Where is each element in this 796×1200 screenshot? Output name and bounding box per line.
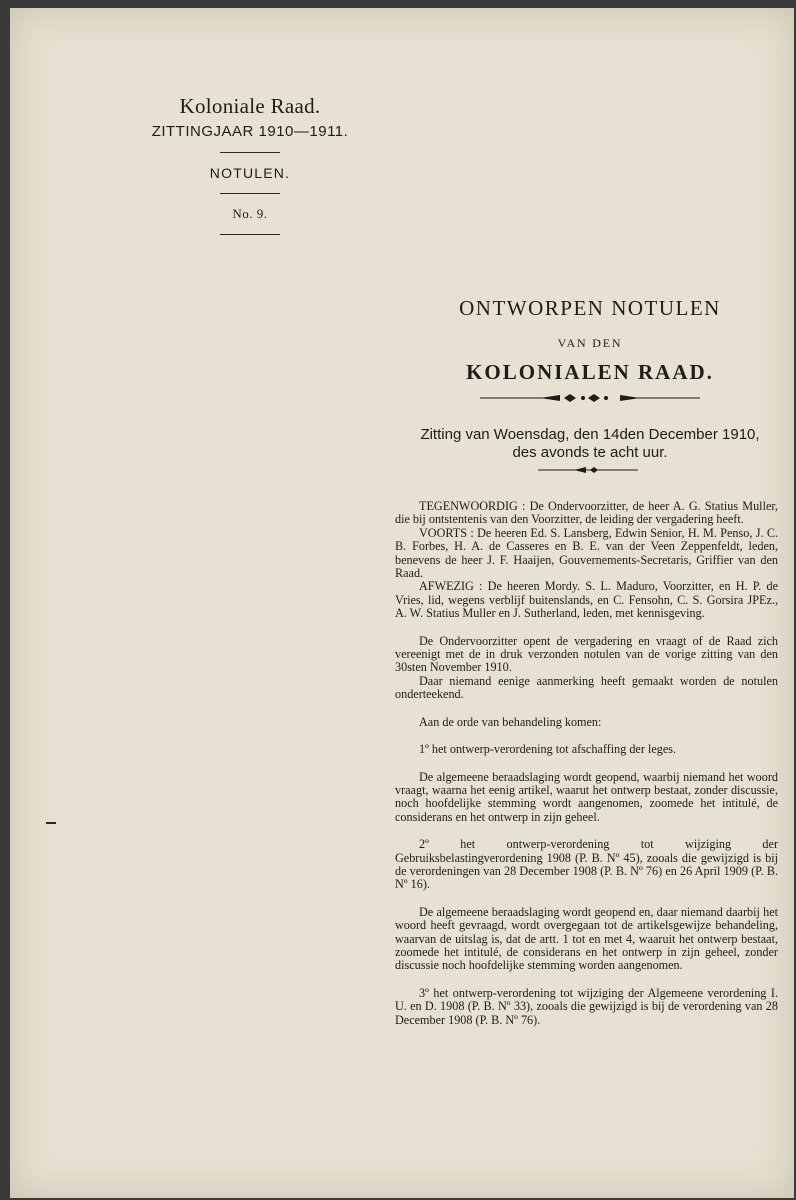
label-present: TEGENWOORDIG :	[419, 499, 530, 513]
attendance-present: TEGENWOORDIG : De Ondervoorzitter, de heer A. G. Statius Muller, die bij ontstentenis van den Voorzitter, de leiding der vergadering heeft.	[395, 499, 778, 527]
attendance-also: VOORTS : De heeren Ed. S. Lansberg, Edwin Senior, H. M. Penso, J. C. B. Forbes, H. A. de Casseres en B. E. van der Veen Zeppenfeldt, leden, benevens de heer J. F. Haaijen, Gouvernements-Secretaris, Griffier van den Raad.	[395, 525, 779, 581]
issue-number: No. 9.	[232, 206, 268, 221]
masthead-rule	[220, 234, 280, 235]
agenda-item-1: 1º het ontwerp-verordening tot afschaffing der leges.	[419, 742, 677, 757]
agenda-item-2: 2º het ontwerp-verordening tot wijziging der Gebruiksbelastingverordening 1908 (P. B. Nº 45), zooals die gewijzigd is bij de verordeningen van 28 December 1908 (P. B. Nº 76) en 26 April 1909 (P. B. Nº 16).	[395, 837, 778, 892]
small-ornament	[538, 466, 638, 474]
ornament-divider	[480, 392, 700, 404]
masthead-title: Koloniale Raad.	[179, 94, 321, 118]
masthead-rule	[220, 152, 280, 153]
sitting-info	[395, 426, 785, 462]
agenda-item-1-text: De algemeene beraadslaging wordt geopend, waarbij niemand het woord vraagt, waarna het eenig artikel, waarut het ontwerp bestaat, zonder discussie, noch hoofdelijke stemming wordt aangenomen, zoomede het intitulé, de considerans en het ontwerp in zijn geheel.	[395, 769, 778, 824]
masthead	[110, 88, 390, 247]
masthead-rule	[220, 193, 280, 194]
session-year: ZITTINGJAAR 1910—1911.	[151, 123, 349, 140]
document-page	[10, 8, 794, 1198]
title-connector: VAN DEN	[557, 336, 623, 350]
signing-paragraph: Daar niemand eenige aanmerking heeft gemaakt worden de notulen onderteekend.	[395, 673, 778, 702]
margin-mark	[46, 822, 56, 824]
label-also: VOORTS :	[419, 525, 478, 540]
agenda-item-2-text: De algemeene beraadslaging wordt geopend en, daar niemand daarbij het woord heeft gevraagd, wordt overgegaan tot de artikelsgewijze behandeling, waarvan de uitslag is, dat de artt. 1 tot en met 4, waaruit het ontwerp bestaat, zoomede het intitulé, de considerans en het ontwerp in zijn geheel, zonder discussie noch hoofdelijke stemming worden aangenomen.	[395, 904, 778, 973]
agenda-intro: Aan de orde van behandeling komen:	[419, 714, 602, 729]
notulen-label: NOTULEN.	[209, 165, 291, 181]
sitting-date: Zitting van Woensdag, den 14den December 1910,	[420, 426, 760, 443]
minutes-body	[395, 500, 778, 1027]
document-title: ONTWORPEN NOTULEN	[459, 296, 721, 320]
attendance-absent: AFWEZIG : De heeren Mordy. S. L. Maduro, Voorzitter, en H. P. de Vries, lid, wegens verblijf buitenslands, en C. Fensohn, C. S. Gorsira JPEz., A. W. Statius Muller en J. Sutherland, leden, met kennisgeving.	[395, 579, 778, 621]
council-name: KOLONIALEN RAAD.	[466, 360, 714, 384]
opening-paragraph: De Ondervoorzitter opent de vergadering en vraagt of de Raad zich vereenigt met de in druk verzonden notulen van de vorige zitting van den 30sten November 1910.	[395, 633, 778, 675]
sitting-time: des avonds te acht uur.	[512, 444, 668, 461]
label-absent: AFWEZIG :	[419, 579, 488, 594]
agenda-item-3: 3º het ontwerp-verordening tot wijziging der Algemeene verordening I. U. en D. 1908 (P. B. Nº 33), zooals die gewijzigd is bij de verordening van 28 December 1908 (P. B. Nº 76).	[395, 985, 778, 1027]
